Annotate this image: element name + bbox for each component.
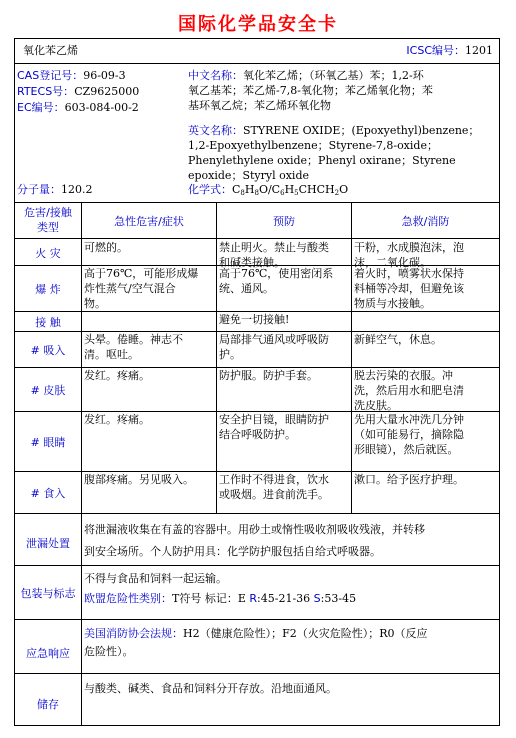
divider bbox=[81, 202, 82, 725]
hazard-cell-line: 高于76℃，使用密闭系 bbox=[219, 267, 334, 280]
emergency-line: 危险性）。 bbox=[84, 645, 134, 658]
hazard-cell-hazard bbox=[84, 240, 214, 255]
emergency-label: 应急响应 bbox=[26, 647, 70, 660]
s-value: :53-45 bbox=[320, 592, 357, 605]
hazard-cell-prevention bbox=[219, 472, 349, 502]
hazard-cell-line: 安全护目镜，眼睛防护 bbox=[219, 413, 329, 426]
hazard-cell-line: 禁止明火。禁止与酸类 bbox=[219, 241, 329, 254]
hazard-cell-line: 发红。疼痛。 bbox=[84, 413, 150, 426]
hazard-row-label: 火 灾 bbox=[35, 246, 61, 260]
storage-text: 与酸类、碱类、食品和饲料分开存放。沿地面通风。 bbox=[84, 682, 337, 695]
icsc-number bbox=[406, 43, 493, 58]
packaging-text bbox=[84, 569, 496, 609]
cas-value: 96-09-3 bbox=[83, 69, 126, 82]
col-header-type-line: 危害/接触 bbox=[24, 206, 72, 219]
hazard-cell-line: 炸性蒸气/空气混合 bbox=[84, 282, 176, 295]
formula-part: CHCH bbox=[298, 183, 335, 196]
hazard-cell-aid bbox=[354, 412, 497, 457]
eu-value: T符号 标记：E bbox=[172, 592, 250, 605]
hazard-cell-hazard bbox=[84, 266, 214, 311]
hazard-cell-line: 漱口。给予医疗护理。 bbox=[354, 473, 464, 486]
hazard-cell-prevention bbox=[219, 332, 349, 362]
cas-label: CAS登记号： bbox=[17, 69, 84, 82]
english-names bbox=[188, 123, 498, 183]
en-line: 1,2-Epoxyethylbenzene；Styrene-7,8-oxide； bbox=[188, 139, 438, 152]
cn-line: 氧乙基苯；苯乙烯-7,8-氧化物；苯乙烯氧化物；苯 bbox=[188, 84, 433, 97]
r-label: R bbox=[249, 592, 258, 605]
ec-label: EC编号： bbox=[17, 101, 65, 114]
formula-sub: 2 bbox=[334, 189, 340, 197]
icsc-label: ICSC编号： bbox=[406, 44, 465, 57]
hazard-cell-line: 着火时，喷雾状水保持 bbox=[354, 267, 464, 280]
hazard-cell-hazard bbox=[84, 332, 214, 362]
formula-part: O bbox=[339, 183, 349, 196]
hazard-cell-line: 物。 bbox=[84, 297, 106, 310]
hazard-cell-line: 沫，二氧化碳。 bbox=[354, 256, 431, 269]
cas-number bbox=[17, 68, 126, 83]
cn-line: 基环氧乙烷；苯乙烯环氧化物 bbox=[188, 99, 331, 112]
hazard-cell-line: 或吸烟。进食前洗手。 bbox=[219, 488, 329, 501]
cn-line: 氧化苯乙烯；（环氧乙基）苯；1,2-环 bbox=[243, 69, 424, 82]
hazard-cell-aid bbox=[354, 472, 497, 487]
divider bbox=[15, 513, 499, 514]
hazard-row-label: # 吸入 bbox=[30, 343, 66, 357]
emergency-text bbox=[84, 625, 496, 661]
ec-value: 603-084-00-2 bbox=[64, 101, 139, 114]
hazard-cell-line: 干粉，水成膜泡沫，泡 bbox=[354, 241, 464, 254]
hazard-cell-line: 洗皮肤。 bbox=[354, 399, 398, 412]
card-title: 国际化学品安全卡 bbox=[178, 14, 338, 35]
divider bbox=[15, 673, 499, 674]
col-header-prevention: 预防 bbox=[273, 215, 295, 228]
hazard-cell-prevention bbox=[219, 266, 349, 296]
hazard-row-label: 爆 炸 bbox=[35, 282, 61, 296]
r-value: :45-21-36 bbox=[257, 592, 314, 605]
hazard-cell-prevention bbox=[219, 368, 349, 383]
hazard-cell-prevention bbox=[219, 312, 349, 327]
hazard-cell-hazard bbox=[84, 368, 214, 383]
hazard-cell-line: 护。 bbox=[219, 348, 241, 361]
col-header-type-line: 类型 bbox=[37, 221, 59, 234]
formula-part: H bbox=[284, 183, 295, 196]
hazard-cell-line: 高于76℃，可能形成爆 bbox=[84, 267, 199, 280]
hazard-cell-line: 工作时不得进食，饮水 bbox=[219, 473, 329, 486]
storage-label: 储存 bbox=[37, 698, 59, 711]
packaging-line: 不得与食品和饲料一起运输。 bbox=[84, 572, 227, 585]
divider bbox=[351, 202, 352, 513]
emergency-line: H2（健康危险性）；F2（火灾危险性）；R0（反应 bbox=[183, 627, 428, 640]
hazard-cell-prevention bbox=[219, 412, 349, 442]
divider bbox=[15, 238, 499, 239]
rtecs-label: RTECS号： bbox=[17, 85, 75, 98]
formula-label: 化学式： bbox=[188, 183, 232, 196]
hazard-row-label: # 眼睛 bbox=[30, 435, 66, 449]
divider bbox=[15, 63, 499, 64]
rtecs-number bbox=[17, 84, 139, 99]
eu-label: 欧盟危险性类别： bbox=[84, 592, 172, 605]
rtecs-value: CZ9625000 bbox=[74, 85, 140, 98]
hazard-cell-aid bbox=[354, 266, 497, 311]
hazard-cell-line: 和碱类接触。 bbox=[219, 256, 285, 269]
formula-sub: 8 bbox=[240, 189, 245, 197]
en-line: epoxide；Styryl oxide bbox=[188, 169, 309, 182]
hazard-cell-aid bbox=[354, 368, 497, 413]
hazard-cell-line: 物质与水接触。 bbox=[354, 297, 431, 310]
hazard-cell-line: 洗，然后用水和肥皂清 bbox=[354, 384, 464, 397]
s-label: S bbox=[313, 592, 321, 605]
mw-value: 120.2 bbox=[61, 183, 93, 196]
hazard-cell-line: 清。呕吐。 bbox=[84, 348, 139, 361]
chemical-name: 氧化苯乙烯 bbox=[23, 44, 78, 57]
nfpa-label: 美国消防协会法规： bbox=[84, 627, 183, 640]
hazard-cell-line: 脱去污染的衣服。冲 bbox=[354, 369, 453, 382]
cn-label: 中文名称： bbox=[188, 69, 243, 82]
hazard-cell-line: 先用大量水冲洗几分钟 bbox=[354, 413, 464, 426]
hazard-row-label: 接 触 bbox=[35, 315, 61, 329]
hazard-cell-line: 防护服。防护手套。 bbox=[219, 369, 318, 382]
ec-number bbox=[17, 100, 139, 115]
hazard-cell-hazard bbox=[84, 472, 214, 487]
safety-card bbox=[14, 38, 500, 726]
hazard-cell-line: 统、通风。 bbox=[219, 282, 274, 295]
col-header-aid: 急救/消防 bbox=[401, 215, 450, 228]
divider bbox=[15, 202, 499, 203]
divider bbox=[15, 619, 499, 620]
hazard-cell-line: 发红。疼痛。 bbox=[84, 369, 150, 382]
hazard-cell-line: 腹部疼痛。另见吸入。 bbox=[84, 473, 194, 486]
formula-part: C bbox=[232, 183, 241, 196]
chinese-names bbox=[188, 68, 498, 113]
packaging-label: 包装与标志 bbox=[20, 587, 76, 600]
formula-part: O/C bbox=[258, 183, 281, 196]
chemical-formula bbox=[188, 182, 348, 197]
hazard-cell-line: 避免一切接触! bbox=[219, 313, 290, 326]
molecular-weight bbox=[17, 182, 93, 197]
en-line: STYRENE OXIDE；(Epoxyethyl)benzene； bbox=[243, 124, 480, 137]
col-header-type bbox=[15, 205, 81, 235]
spill-text bbox=[84, 519, 496, 563]
formula-sub: 8 bbox=[254, 189, 259, 197]
hazard-cell-line: （如可能易行，摘除隐 bbox=[354, 428, 464, 441]
divider bbox=[15, 565, 499, 566]
hazard-cell-aid bbox=[354, 332, 497, 347]
spill-line: 将泄漏液收集在有盖的容器中。用砂土或惰性吸收剂吸收残液，并转移 bbox=[84, 523, 425, 536]
formula-sub: 5 bbox=[294, 189, 299, 197]
formula-sub: 6 bbox=[280, 189, 285, 197]
en-line: Phenylethylene oxide；Phenyl oxirane；Styrene bbox=[188, 154, 456, 167]
hazard-cell-line: 局部排气通风或呼吸防 bbox=[219, 333, 329, 346]
hazard-cell-line: 结合呼吸防护。 bbox=[219, 428, 296, 441]
icsc-value: 1201 bbox=[465, 44, 493, 57]
formula-part: H bbox=[244, 183, 255, 196]
en-label: 英文名称： bbox=[188, 124, 243, 137]
hazard-cell-line: 形眼镜），然后就医。 bbox=[354, 443, 459, 456]
spill-line: 到安全场所。个人防护用具：化学防护服包括自给式呼吸器。 bbox=[84, 545, 381, 558]
hazard-cell-line: 可燃的。 bbox=[84, 241, 128, 254]
hazard-cell-line: 料桶等冷却，但避免该 bbox=[354, 282, 464, 295]
col-header-hazard: 急性危害/症状 bbox=[114, 215, 184, 228]
hazard-row-label: # 食入 bbox=[30, 486, 66, 500]
hazard-cell-line: 新鲜空气，休息。 bbox=[354, 333, 442, 346]
divider bbox=[216, 202, 217, 513]
mw-label: 分子量： bbox=[17, 183, 61, 196]
hazard-cell-line: 头晕。倦睡。神志不 bbox=[84, 333, 183, 346]
hazard-cell-hazard bbox=[84, 412, 214, 427]
spill-label: 泄漏处置 bbox=[26, 537, 70, 550]
hazard-row-label: # 皮肤 bbox=[30, 383, 66, 397]
